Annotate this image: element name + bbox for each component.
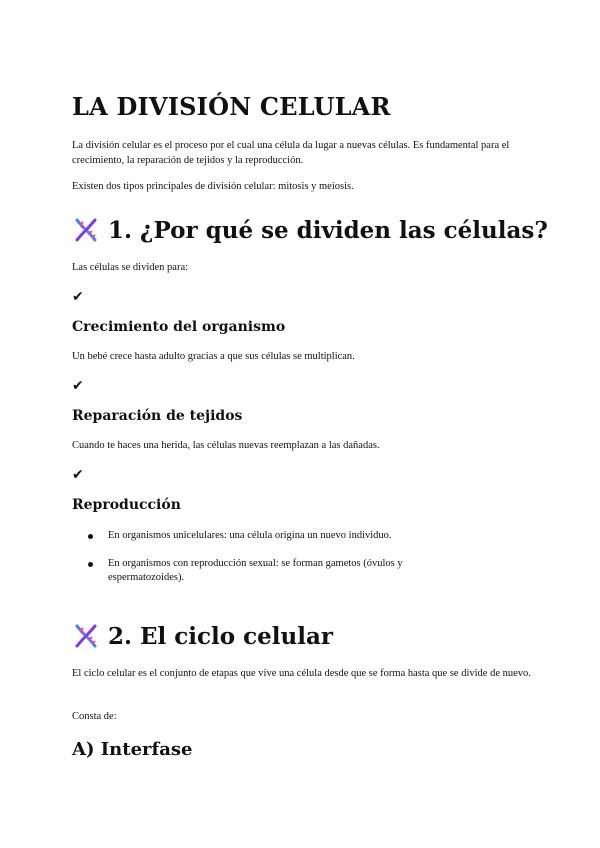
- intro-types-paragraph: Existen dos tipos principales de división celular: mitosis y meiosis.: [72, 181, 354, 192]
- dna-icon: [72, 216, 100, 244]
- reason-text: Cuando te haces una herida, las células nuevas reemplazan a las dañadas.: [72, 440, 380, 451]
- section-2-heading-text: 2. El ciclo celular: [108, 622, 333, 650]
- check-icon: ✔: [72, 289, 84, 305]
- section-2-paragraph: El ciclo celular es el conjunto de etapas que vive una célula desde que se forma hasta que se divide de nuevo.: [72, 668, 531, 679]
- dna-icon: [72, 622, 100, 650]
- page-title: LA DIVISIÓN CELULAR: [72, 92, 391, 121]
- section-2-heading: [72, 622, 333, 650]
- reason-title: Crecimiento del organismo: [72, 319, 286, 335]
- list-item-text: En organismos unicelulares: una célula origina un nuevo individuo.: [108, 530, 392, 541]
- check-icon: ✔: [72, 378, 84, 394]
- interfase-heading: A) Interfase: [72, 739, 193, 760]
- check-icon: ✔: [72, 467, 84, 483]
- reason-title: Reparación de tejidos: [72, 408, 243, 424]
- section-1-heading: [72, 216, 548, 244]
- intro-paragraph: La división celular es el proceso por el cual una célula da lugar a nuevas células. Es fundamental para el crecimiento, la reparación de tejidos y la reproducción.: [72, 140, 510, 166]
- section-2-consta: Consta de:: [72, 711, 117, 722]
- bullet-icon: [88, 534, 93, 539]
- section-1-heading-text: 1. ¿Por qué se dividen las células?: [108, 216, 548, 244]
- list-item-text: En organismos con reproducción sexual: se forman gametos (óvulos y espermatozoides).: [108, 558, 403, 583]
- reason-text: Un bebé crece hasta adulto gracias a que sus células se multiplican.: [72, 351, 355, 362]
- bullet-icon: [88, 562, 93, 567]
- reason-title: Reproducción: [72, 497, 181, 513]
- section-1-lead: Las células se dividen para:: [72, 262, 189, 273]
